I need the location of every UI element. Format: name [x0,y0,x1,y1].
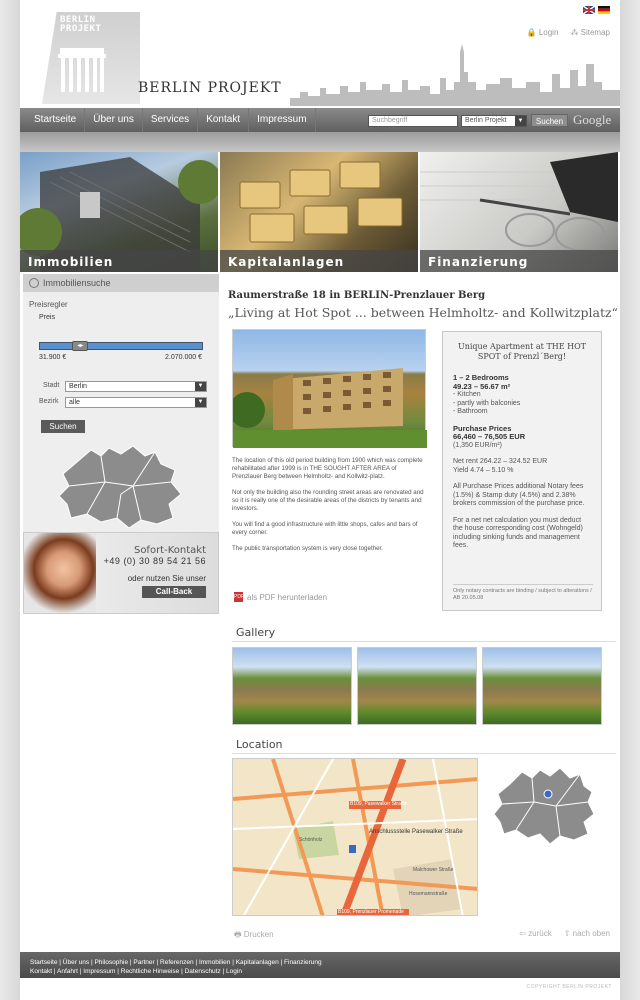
city-value: Berlin [69,383,87,390]
search-scope-value: Berlin Projekt [465,117,507,124]
property-search-panel [23,274,219,532]
copyright: COPYRIGHT BERLIN PROJEKT [526,984,612,990]
gallery-thumbnail[interactable] [232,647,352,725]
city-label: Stadt [43,382,60,389]
panel-body [23,292,219,532]
chevron-down-icon: ▼ [195,398,206,407]
footer-link[interactable]: Referenzen [160,959,194,966]
info-prices: 66,460 – 76,505 EUR [453,432,526,441]
banner-immobilien[interactable] [20,152,218,272]
footer-link[interactable]: Kontakt [30,968,53,975]
description-paragraph: Not only the building also the rounding street areas are renovated and so it is really one of the desirable areas of the districts by tenants and investors. [232,489,424,512]
magnifier-icon [29,278,39,288]
login-label: Login [538,28,559,37]
building-photo[interactable] [232,329,426,447]
description-paragraph: The location of this old period building from 1900 which was complete rehabilitated after 1999 is in THE SOUGHT AFTER AREA of Prenzlauer Berg between Helmholtz- and Kollwitz-platz. [232,457,423,480]
sitemap-label: Sitemap [580,28,610,37]
property-search-button[interactable]: Suchen [41,420,85,433]
banner-finanzierung[interactable] [420,152,618,272]
top-link[interactable]: ⇧ nach oben [563,929,610,938]
price-section-label: Preisregler [29,300,68,309]
search-scope-select[interactable] [461,115,527,127]
back-link[interactable]: ⇦ zurück [519,929,552,938]
contact-or-text: oder nutzen Sie unser [127,574,206,583]
footer-link[interactable]: Philosophie [94,959,129,966]
district-value: alle [69,399,80,406]
map-label: B109, Prenzlauer Promenade [338,909,404,915]
gallery-thumbnail[interactable] [357,647,477,725]
footer-link[interactable]: Anfahrt [57,968,78,975]
listing-address: Raumerstraße 18 in BERLIN-Prenzlauer Berg [228,290,486,301]
info-title: Unique Apartment at THE HOT SPOT of Prenzl´Berg! [457,342,587,361]
nav-item-kontakt[interactable]: Kontakt [198,108,249,132]
top-label: nach oben [572,929,610,938]
info-bedrooms: 1 – 2 Bedrooms [453,373,509,382]
brandenburg-gate-icon [54,40,110,96]
info-feature: - partly with balconies [453,399,521,407]
footer-link[interactable]: Partner [133,959,155,966]
footer-link[interactable]: Login [226,968,242,975]
search-button[interactable]: Suchen [531,114,568,127]
info-area: 49.23 – 56.67 m² [453,381,511,391]
sitemap-link[interactable]: ⁂ Sitemap [570,28,610,37]
info-price-per-sqm: (1,350 EUR/m²) [453,441,503,449]
gallery-thumbnail[interactable] [482,647,602,725]
chevron-down-icon: ▼ [515,116,526,126]
page [20,0,620,1000]
footer-link[interactable]: Über uns [62,959,90,966]
map-label: B109, Pasewalker Straße [350,801,407,807]
location-title: Location [236,738,283,751]
berlin-skyline-icon [290,42,620,106]
map-label: Anschlussstelle Pasewalker Straße [369,829,463,835]
price-max: 2.070.000 € [165,354,202,361]
footer-link[interactable]: Immobilien [198,959,231,966]
panel-header [23,274,219,292]
contact-title: Sofort-Kontakt [133,545,206,556]
apartment-info-box [442,331,602,611]
footer-link[interactable]: Datenschutz [184,968,221,975]
nav-item-ueber-uns[interactable]: Über uns [85,108,143,132]
listing-description [232,457,428,561]
info-yield: Yield 4.74 – 5.10 % [453,466,514,474]
district-select[interactable] [65,397,207,408]
berlin-districts-map[interactable] [57,442,185,530]
footer-row-1: Startseite | Über uns | Philosophie | Partner | Referenzen | Immobilien | Kapitalanlagen | Finanzierung [30,959,322,966]
footer-row-2: Kontakt | Anfahrt | Impressum | Rechtliche Hinweise | Datenschutz | Login [30,968,242,975]
language-switcher [583,6,610,14]
price-label: Preis [39,314,55,321]
instant-contact-box [23,532,219,614]
panel-title: Immobiliensuche [43,278,111,288]
info-calc-note: For a net net calculation you must deduct the house corresponding cost (Wohngeld) including sinking funds and management fees. [453,516,583,549]
category-banners [20,152,620,272]
nav-item-startseite[interactable]: Startseite [26,108,85,132]
chevron-down-icon: ▼ [195,382,206,391]
banner-label: Kapitalanlagen [220,250,418,272]
search-input[interactable]: Suchbegriff [368,115,458,127]
district-label: Bezirk [39,398,59,405]
location-map[interactable] [232,758,478,916]
page-background-right [620,0,640,1000]
flag-uk-icon[interactable] [583,6,595,14]
pdf-link-label: als PDF herunterladen [247,592,328,602]
nav-item-impressum[interactable]: Impressum [249,108,315,132]
price-min: 31.900 € [39,354,67,361]
description-paragraph: The public transportation system is very close together. [232,545,383,552]
flag-de-icon[interactable] [598,6,610,14]
pdf-icon: PDF [234,594,244,600]
city-select[interactable] [65,381,207,392]
divider [232,753,616,754]
footer-link[interactable]: Rechtliche Hinweise [120,968,180,975]
footer-link[interactable]: Finanzierung [284,959,322,966]
print-label: Drucken [243,930,274,939]
footer-link[interactable]: Startseite [30,959,58,966]
info-net-rent: Net rent 264.22 – 324.52 EUR [453,458,548,465]
price-slider[interactable] [39,342,203,350]
nav-item-services[interactable]: Services [143,108,198,132]
banner-label: Immobilien [20,250,218,272]
contact-phone[interactable]: +49 (0) 30 89 54 21 56 [103,556,206,566]
listing-headline: „Living at Hot Spot ... between Helmholtz- and Kollwitzplatz“ [228,305,618,320]
map-label: Malchower Straße [413,867,454,873]
brand-name[interactable]: BERLIN PROJEKT [138,80,282,96]
pdf-download-link[interactable] [234,592,327,602]
back-label: zurück [528,929,552,938]
info-fees: All Purchase Prices additional Notary fees (1.5%) & Stamp duty (4.5%) and 2.38% brokers commission of the purchase price. [453,483,585,507]
footer [20,952,620,978]
header [20,0,620,108]
apartment-building-icon [233,330,427,448]
banner-kapitalanlagen[interactable] [220,152,418,272]
footer-link[interactable]: Impressum [83,968,116,975]
logo-text: BERLIN PROJEKT [60,15,102,34]
nav-underband [20,132,620,152]
info-prices-title: Purchase Prices [453,423,512,433]
page-background-left [0,0,20,1000]
map-label: Hosemannstraße [409,891,448,897]
info-disclaimer: Only notary contracts are binding / subject to alterations / AB 20.05.08 [453,584,593,602]
main-nav [20,108,620,132]
berlin-locator-map [494,766,594,846]
support-agent-avatar [24,533,96,613]
divider [232,641,616,642]
description-paragraph: You will find a good infrastructure with little shops, cafes and bars of every corner. [232,521,418,536]
callback-button[interactable]: Call-Back [142,586,206,598]
google-logo: Google [573,112,612,127]
map-label: Schönholz [299,837,323,843]
top-links [527,28,610,37]
price-slider-handle[interactable]: ◂▸ [72,341,88,351]
info-feature: - Kitchen [453,391,481,398]
footer-link[interactable]: Kapitalanlagen [235,959,279,966]
gallery-title: Gallery [236,626,276,639]
info-feature: - Bathroom [453,408,488,415]
banner-label: Finanzierung [420,250,618,272]
page-nav-links [519,929,610,938]
print-link[interactable]: 🖶 Drucken [234,930,274,939]
login-link[interactable]: 🔒 Login [526,28,559,37]
